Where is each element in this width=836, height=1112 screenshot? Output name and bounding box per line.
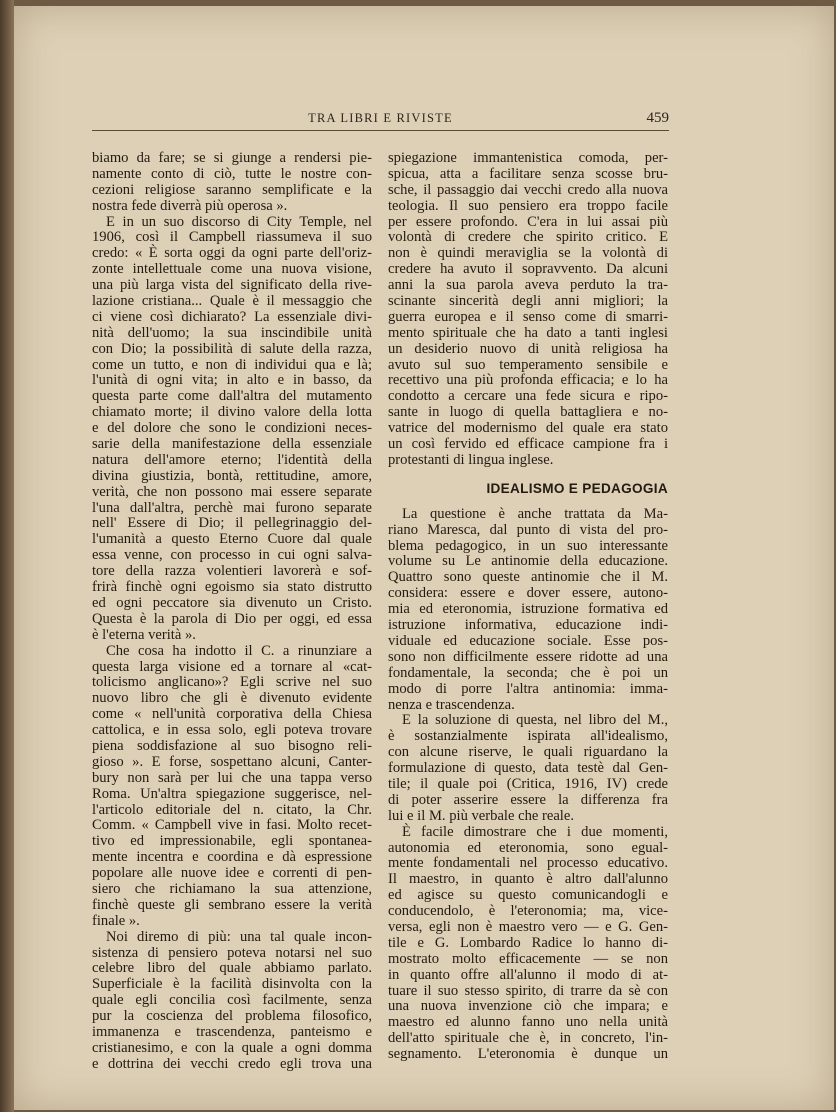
text-line: è l'eterna verità ».	[92, 626, 196, 643]
text-line: cattolica, e in essa solo, egli poteva trovare	[92, 722, 372, 739]
text-line: con Dio; la possibilità di salute della razza,	[92, 340, 372, 357]
text-line: finchè queste gli sembrano essere la verità	[92, 896, 372, 913]
text-line: piena soddisfazione al suo bisogno reli-	[92, 737, 372, 754]
text-line: come un tutto, e non di individui qua e là;	[92, 356, 372, 373]
text-line: verità, che non possono mai essere separate	[92, 483, 372, 500]
text-line: riano Maresca, dal punto di vista del pro-	[388, 521, 668, 538]
text-line: mostrato molto efficacemente — se non	[388, 950, 668, 967]
text-line: maestro ed alunno fanno uno nella unità	[388, 1014, 668, 1031]
text-line: una più larga vista del significato della rive-	[92, 277, 372, 294]
text-line: spiegazione immantenistica comoda, per-	[388, 150, 668, 166]
text-line: sante in luogo di quella battagliera e no-	[388, 404, 668, 421]
text-line: autonomia ed eteronomia, sono egual-	[388, 839, 668, 856]
text-line: volontà di credere che spirito critico. E	[388, 229, 668, 246]
text-line: una nuova invenzione ciò che impara; e	[388, 998, 668, 1015]
text-line: tore della razza volentieri lavorerà e sof-	[92, 563, 372, 580]
text-line: divina giustizia, bontà, rettitudine, amore,	[92, 467, 372, 484]
text-line: sche, il passaggio dai vecchi credo alla nuova	[388, 181, 668, 198]
text-line: 1906, così il Campbell riassumeva il suo	[92, 229, 372, 246]
text-line: recettivo una più profonda efficacia; e lo ha	[388, 372, 668, 389]
text-line: credere ha avuto il sopravvento. Da alcuni	[388, 261, 668, 278]
text-line: protestanti di lingua inglese.	[388, 451, 554, 468]
text-line: Questa è la parola di Dio per oggi, ed essa	[92, 610, 372, 627]
text-line: nostra fede diverrà più operosa ».	[92, 197, 288, 214]
text-line: avuto sul suo temperamento sensibile e	[388, 356, 668, 373]
text-line: un così fervido ed efficace campione fra i	[388, 436, 668, 453]
text-line: in quanto offre all'alunno il modo di at-	[388, 966, 668, 983]
text-line: namente conto di ciò, tutte le nostre con-	[92, 165, 372, 182]
text-line: tuare il suo stesso spirito, di trarre da sè con	[388, 982, 668, 999]
text-line: La questione è anche trattata da Ma-	[402, 505, 668, 522]
text-line: siero che richiamano la sua attenzione,	[92, 880, 372, 897]
running-header	[92, 110, 669, 131]
text-line: tile; il quale poi (Critica, 1916, IV) crede	[388, 775, 668, 792]
text-line: volume su Le antinomie della educazione.	[388, 553, 668, 570]
text-line: questa larga visione ed a tornare al «cat-	[92, 658, 372, 675]
text-line: condotto a cercare una fede sicura e ripo-	[388, 388, 668, 405]
text-line: nell' Essere di Dio; il pellegrinaggio del-	[92, 515, 372, 532]
text-line: e dottrina dei vecchi credo egli trova una	[92, 1055, 372, 1072]
text-line: di poter asserire essere la differenza fra	[388, 791, 668, 808]
right-column-text-before-heading	[388, 151, 668, 469]
text-line: spicua, atta a facilitare senza scosse bru-	[388, 165, 668, 182]
text-line: ed ogni peccatore sia divenuto un Cristo.	[92, 594, 372, 611]
text-line: viduale ed educazione sociale. Esse pos-	[388, 632, 668, 649]
text-line: l'una dall'altra, perchè mai furono separate	[92, 499, 372, 516]
text-line: E la soluzione di questa, nel libro del M.,	[402, 712, 668, 729]
text-line: Roma. Un'altra spiegazione suggerisce, nel-	[92, 785, 372, 802]
text-line: modo di porre l'altra antinomia: imma-	[388, 680, 668, 697]
text-line: un desiderio nuovo di unità religiosa ha	[388, 340, 668, 357]
text-line: come « nell'unità corporativa della Chiesa	[92, 706, 372, 723]
text-line: Superficiale è la facilità disinvolta con la	[92, 976, 372, 993]
text-line: ed agisce su questo comunicandogli e	[388, 887, 668, 904]
text-line: sono non difficilmente essere ridotte ad una	[388, 648, 668, 665]
text-line: nità dell'uomo; la sua inscindibile unità	[92, 324, 372, 341]
text-line: tolicismo anglicano»? Egli scrive nel suo	[92, 674, 372, 691]
text-line: nuovo libro che gli è divenuto evidente	[92, 690, 372, 707]
text-line: l'umanità a questo Eterno Cuore dal quale	[92, 531, 372, 548]
text-line: zonte intellettuale come una nuova visione,	[92, 261, 372, 278]
text-line: istruzione informativa, educazione indi-	[388, 617, 668, 634]
text-line: Noi diremo di più: una tal quale incon-	[106, 928, 372, 945]
right-column-text-after-heading	[388, 507, 668, 1063]
text-line: e del dolore che sono le condizioni neces-	[92, 420, 372, 437]
text-line: è sostanzialmente ispirata all'idealismo,	[388, 728, 668, 745]
text-line: questa parte come dall'altra del mutamento	[92, 388, 372, 405]
text-line: lazione cristiana... Quale è il messaggio che	[92, 293, 372, 310]
text-line: lui e il M. più verbale che reale.	[388, 807, 574, 824]
text-line: dell'atto spirituale che è, in concreto, l'in-	[388, 1030, 668, 1047]
right-text-column	[388, 151, 668, 1063]
text-line: immanenza e trascendenza, panteismo e	[92, 1023, 372, 1040]
text-line: teologia. Il suo pensiero era troppo facile	[388, 197, 668, 214]
text-line: l'unità di ogni vita; in alto e in basso, da	[92, 372, 372, 389]
text-line: pur la coscienza del problema filosofico,	[92, 1008, 372, 1025]
text-line: Comm. « Campbell vive in fasi. Molto recet-	[92, 817, 372, 834]
text-line: conducendolo, è l'eteronomia; ma, vice-	[388, 903, 668, 920]
page-number: 459	[646, 110, 669, 126]
text-line: mente fondamentali nel processo educativo.	[388, 855, 668, 872]
section-heading: IDEALISMO E PEDAGOGIA	[486, 480, 668, 496]
text-line: popolare alle nuove idee e correnti di pen-	[92, 865, 372, 882]
text-line: guerra europea e il senso come di smarri-	[388, 308, 668, 325]
text-line: scinante sincerità degli anni migliori; la	[388, 293, 668, 310]
text-line: mente incentra e coordina e dà espressione	[92, 849, 372, 866]
running-title: TRA LIBRI E RIVISTE	[308, 111, 453, 125]
text-line: considera: essere e dover essere, autono-	[388, 585, 668, 602]
text-line: l'articolo editoriale del n. citato, la Chr.	[92, 801, 372, 818]
text-line: natura dell'amore eterno; l'identità della	[92, 451, 372, 468]
text-line: ci viene così dichiarato? La essenziale divi-	[92, 308, 372, 325]
text-line: non è quindi meraviglia se la volontà di	[388, 245, 668, 262]
text-line: mia ed eteronomia, istruzione formativa ed	[388, 601, 668, 618]
text-line: anni la sua parola aveva perduto la tra-	[388, 277, 668, 294]
text-line: formulazione di questo, data testè dal Gen-	[388, 760, 668, 777]
text-line: cezioni religiose saranno semplificate e la	[92, 181, 372, 198]
page-binding-edge	[0, 0, 14, 1112]
text-line: segnamento. L'eteronomia è dunque un	[388, 1046, 668, 1063]
text-line: finale ».	[92, 912, 140, 929]
text-line: quale egli concilia così facilmente, senza	[92, 992, 372, 1009]
text-line: tile e G. Lombardo Radice lo hanno di-	[388, 934, 668, 951]
text-line: sarie della manifestazione della essenziale	[92, 436, 372, 453]
text-line: Che cosa ha indotto il C. a rinunziare a	[106, 642, 372, 659]
text-line: sistenza di pensiero poteva notarsi nel suo	[92, 944, 372, 961]
text-line: bury non sarà per lui che una tappa verso	[92, 769, 372, 786]
text-line: fondamentale, la seconda; che è poi un	[388, 664, 668, 681]
text-line: biamo da fare; se si giunge a rendersi pie-	[92, 150, 372, 166]
text-line: frirà finchè ogni egoismo sia stato distrutto	[92, 579, 372, 596]
text-line: chiamato morte; il divino valore della lotta	[92, 404, 372, 421]
text-line: È facile dimostrare che i due momenti,	[402, 823, 668, 840]
text-line: essa venne, con processo in cui ogni salva-	[92, 547, 372, 564]
text-line: Il maestro, in quanto è altro dall'alunno	[388, 871, 668, 888]
text-line: con alcune riserve, le quali riguardano la	[388, 744, 668, 761]
text-line: Quattro sono queste antinomie che il M.	[388, 569, 668, 586]
text-line: cristianesimo, e con la quale a ogni domma	[92, 1039, 372, 1056]
text-line: nenza e trascendenza.	[388, 696, 515, 713]
text-line: celebre libro del quale abbiamo parlato.	[92, 960, 372, 977]
left-text-column	[92, 151, 372, 1073]
text-line: mento spirituale che ha dato a tanti inglesi	[388, 324, 668, 341]
text-line: versa, egli non è maestro vero — e G. Gen-	[388, 918, 668, 935]
text-line: vatrice del modernismo del quale era stato	[388, 420, 668, 437]
text-line: credo: « È sorta oggi da ogni parte dell'oriz-	[92, 245, 372, 262]
text-line: per essere profondo. C'era in lui assai più	[388, 213, 668, 230]
text-line: tivo ed impressionabile, egli spontanea-	[92, 833, 372, 850]
text-line: gioso ». E forse, sospettano alcuni, Canter-	[92, 753, 372, 770]
text-line: E in un suo discorso di City Temple, nel	[106, 213, 372, 230]
text-line: blema pedagogico, in un suo interessante	[388, 537, 668, 554]
